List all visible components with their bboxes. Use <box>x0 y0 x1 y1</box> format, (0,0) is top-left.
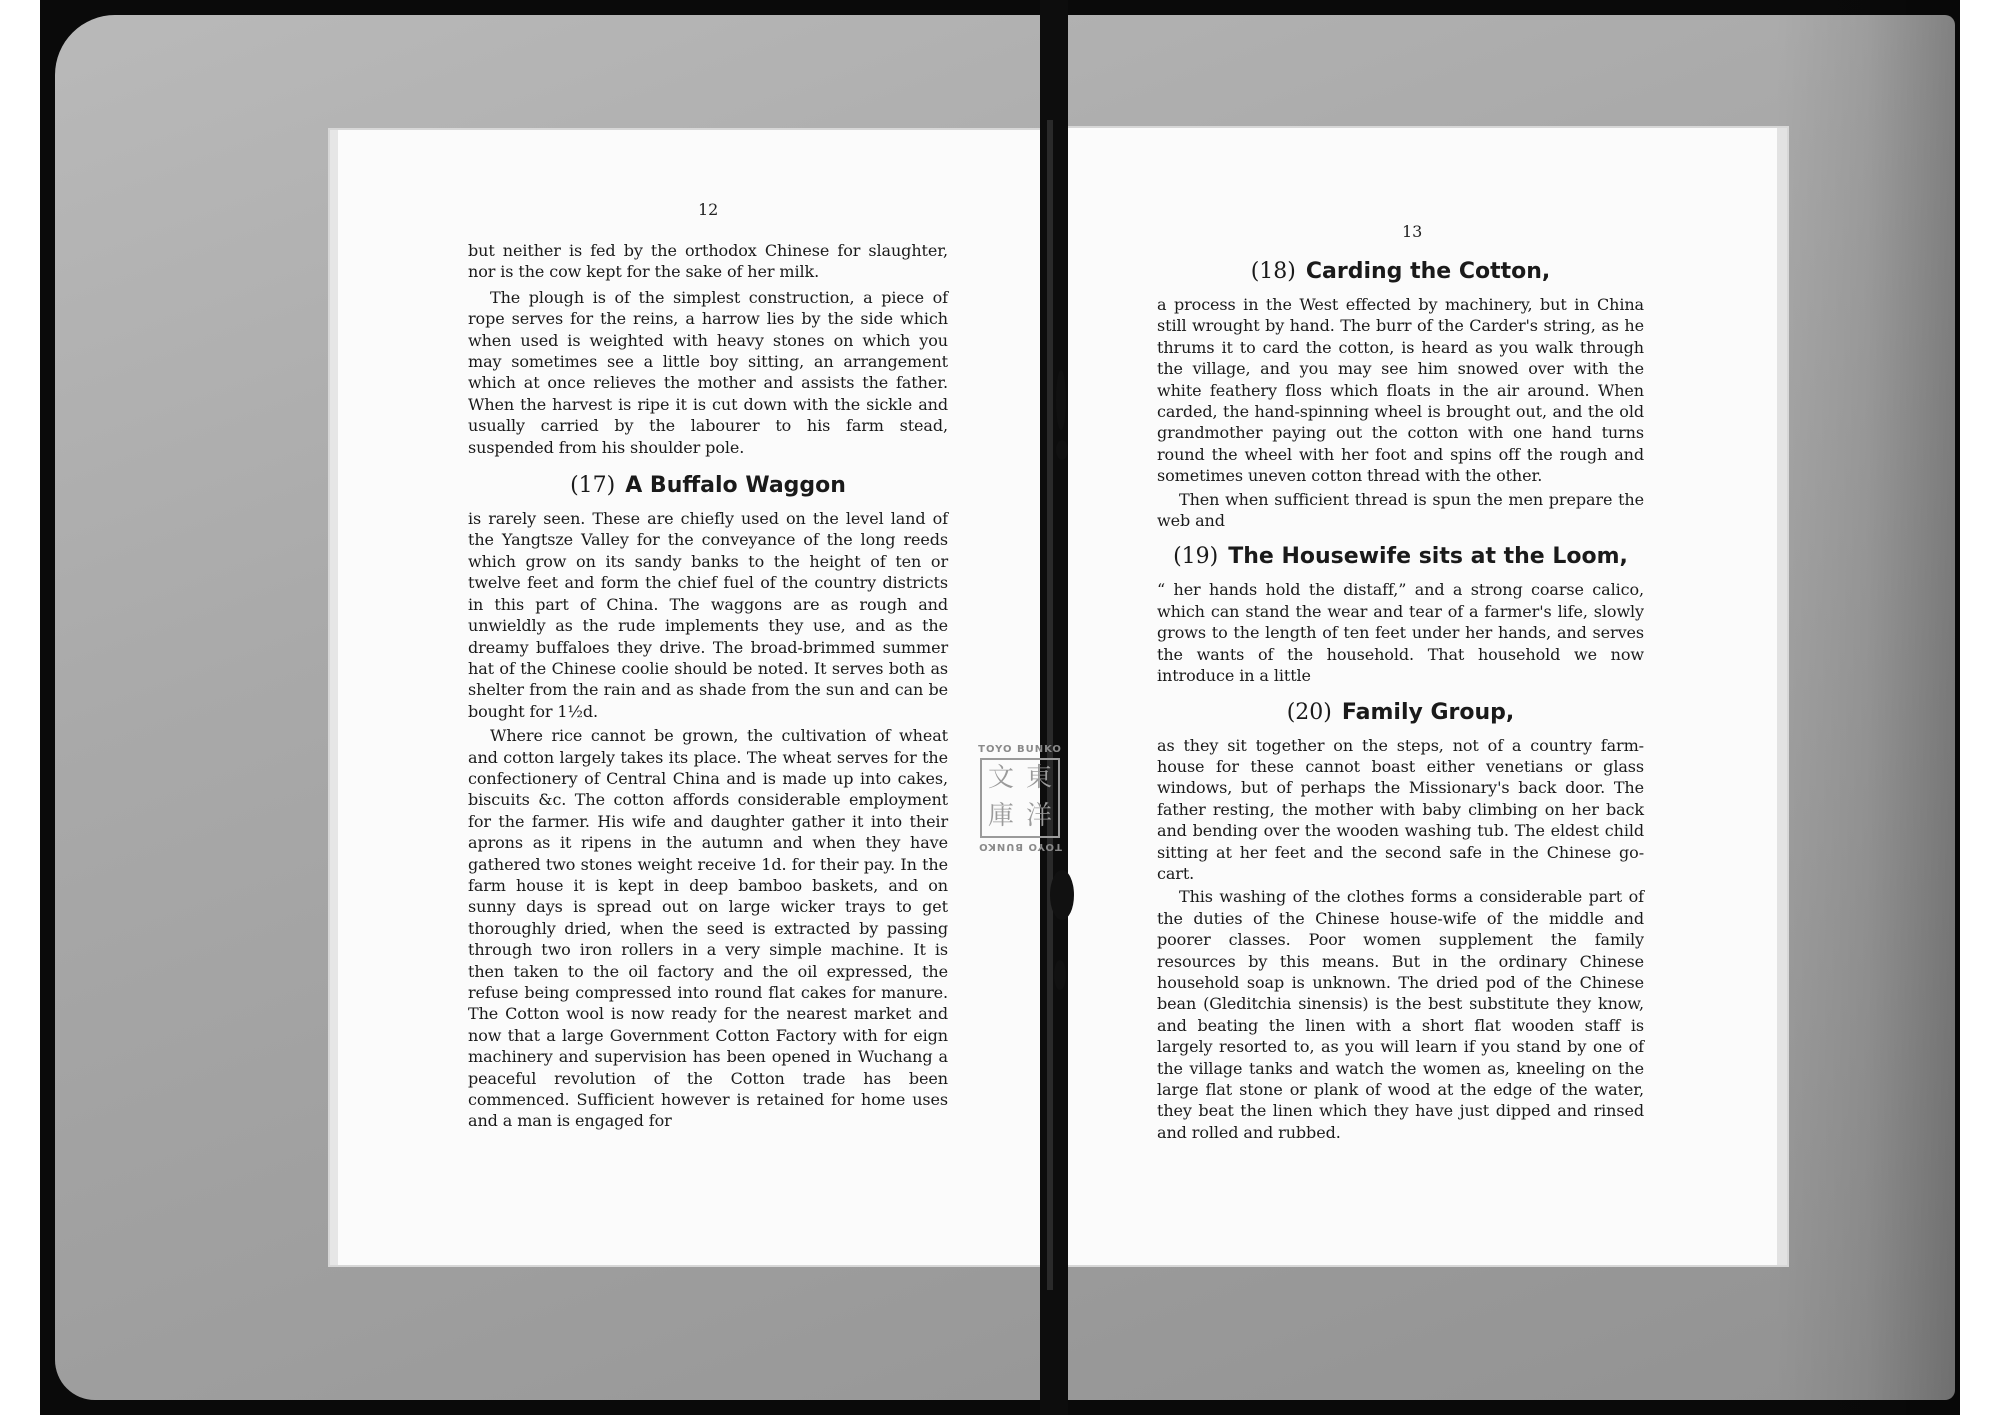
left-page-text <box>468 240 948 1132</box>
book-spine-highlight <box>1047 120 1053 1290</box>
section-heading-17 <box>468 472 948 500</box>
right-page-text <box>1157 222 1644 1143</box>
stamp-bottom-text: TOYO BUNKO <box>978 841 1062 852</box>
paragraph: but neither is fed by the orthodox Chinese for slaughter, nor is the cow kept for the sake of her milk. <box>468 241 948 282</box>
section-title: The Housewife sits at the Loom, <box>1228 544 1628 570</box>
paragraph: is rarely seen. These are chiefly used on the level land of the Yangtsze Valley for the conveyance of the long reeds which grow on its sandy banks to the height of ten or twelve feet and form the chief fuel of the country districts in this part of China. The waggons are as rough and unwieldly as the rude implements they use, and as the dreamy buffaloes they drive. The broad-brimmed summer hat of the Chinese coolie should be noted. It serves both as shelter from the rain and as shade from the sun and can be bought for 1½d. <box>468 509 948 721</box>
section-heading-20 <box>1157 699 1644 727</box>
scanner-shadow <box>1775 0 1960 1415</box>
seal-char: 洋 <box>1025 801 1052 831</box>
section-number: (18) <box>1250 259 1296 284</box>
section-number: (17) <box>570 473 616 499</box>
stamp-seal <box>980 758 1060 838</box>
paragraph: as they sit together on the steps, not of a country farm-house for these cannot boast either venetians or glass windows, but of perhaps the Missionary's back door. The father resting, the mother with baby climbing on her back and bending over the wooden washing tub. The eldest child sitting at her feet and the second safe in the Chinese go-cart. <box>1157 735 1644 883</box>
section-title: A Buffalo Waggon <box>625 473 846 499</box>
paragraph: a process in the West effected by machinery, but in China still wrought by hand. The burr of the Carder's string, as he thrums it to card the cotton, is heard as you walk through the village, and you may see him snowed over with the white feathery floss which floats in the air around. When carded, the hand-spinning wheel is brought out, and the old grandmother paying out the cotton with one hand turns round the wheel with her foot and spins off the rough and sometimes uneven cotton thread with the other. <box>1157 295 1644 486</box>
page-number-left: 12 <box>698 200 719 219</box>
ink-blot <box>1056 370 1066 430</box>
paragraph: Then when sufficient thread is spun the men prepare the web and <box>1157 489 1644 531</box>
ink-blot <box>1056 440 1068 460</box>
paragraph: The plough is of the simplest construction, a piece of rope serves for the reins, a harrow lies by the side which when used is weighted with heavy stones on which you may sometimes see a little boy sitting, an arrangement which at once relieves the mother and assists the father. When the harvest is ripe it is cut down with the sickle and usually carried by the labourer to his farm stead, suspended from his shoulder pole. <box>468 287 948 457</box>
section-number: (20) <box>1286 699 1332 725</box>
ink-blot <box>1054 960 1066 990</box>
ink-blot <box>1050 870 1074 920</box>
paragraph: This washing of the clothes forms a considerable part of the duties of the Chinese house-wife of the middle and poorer classes. Poor women supplement the family resources by this means. But in the ordinary Chinese household soap is unknown. The dried pod of the Chinese bean (Gleditchia sinensis) is the best substitute they know, and beating the linen with a short flat wooden staff is largely resorted to, as you will learn if you stand by one of the village tanks and watch the women as, kneeling on the large flat stone or plank of wood at the edge of the water, they beat the linen which they have just dipped and rinsed and rolled and rubbed. <box>1157 887 1644 1142</box>
section-heading-18 <box>1157 258 1644 286</box>
seal-char: 東 <box>1025 763 1052 793</box>
stamp-top-text: TOYO BUNKO <box>978 744 1062 755</box>
paragraph: “ her hands hold the distaff,” and a strong coarse calico, which can stand the wear and tear of a farmer's life, slowly grows to the length of ten feet under her hands, and serves the wants of the household. That household we now introduce in a little <box>1157 580 1644 686</box>
section-title: Family Group, <box>1341 699 1515 725</box>
seal-char: 文 <box>987 763 1014 793</box>
paragraph: Where rice cannot be grown, the cultivation of wheat and cotton largely takes its place. The wheat serves for the confectionery of Central China and is made up into cakes, biscuits &c. The cotton affords considerable employment for the farmer. His wife and daughter gather it into their aprons as it ripens in the autumn and when they have gathered two stones weight receive 1d. for their pay. In the farm house it is kept in deep bamboo baskets, and on sunny days is spread out on large wicker trays to get thoroughly dried, when the seed is extracted by passing through two iron rollers in a very simple machine. It is then taken to the oil factory and the oil expressed, the refuse being compressed into round flat cakes for manure. The Cotton wool is now ready for the nearest market and now that a large Government Cotton Factory with for eign machinery and supervision has been opened in Wuchang a peaceful revolution of the Cotton trade has been commenced. Sufficient however is retained for home uses and a man is engaged for <box>468 726 948 1131</box>
section-number: (19) <box>1173 544 1219 570</box>
library-stamp <box>978 744 1062 864</box>
section-heading-19 <box>1157 543 1644 571</box>
seal-char: 庫 <box>987 801 1014 831</box>
book-spine <box>1040 0 1068 1415</box>
section-title: Carding the Cotton, <box>1305 259 1551 284</box>
page-number-right: 13 <box>1402 222 1423 241</box>
